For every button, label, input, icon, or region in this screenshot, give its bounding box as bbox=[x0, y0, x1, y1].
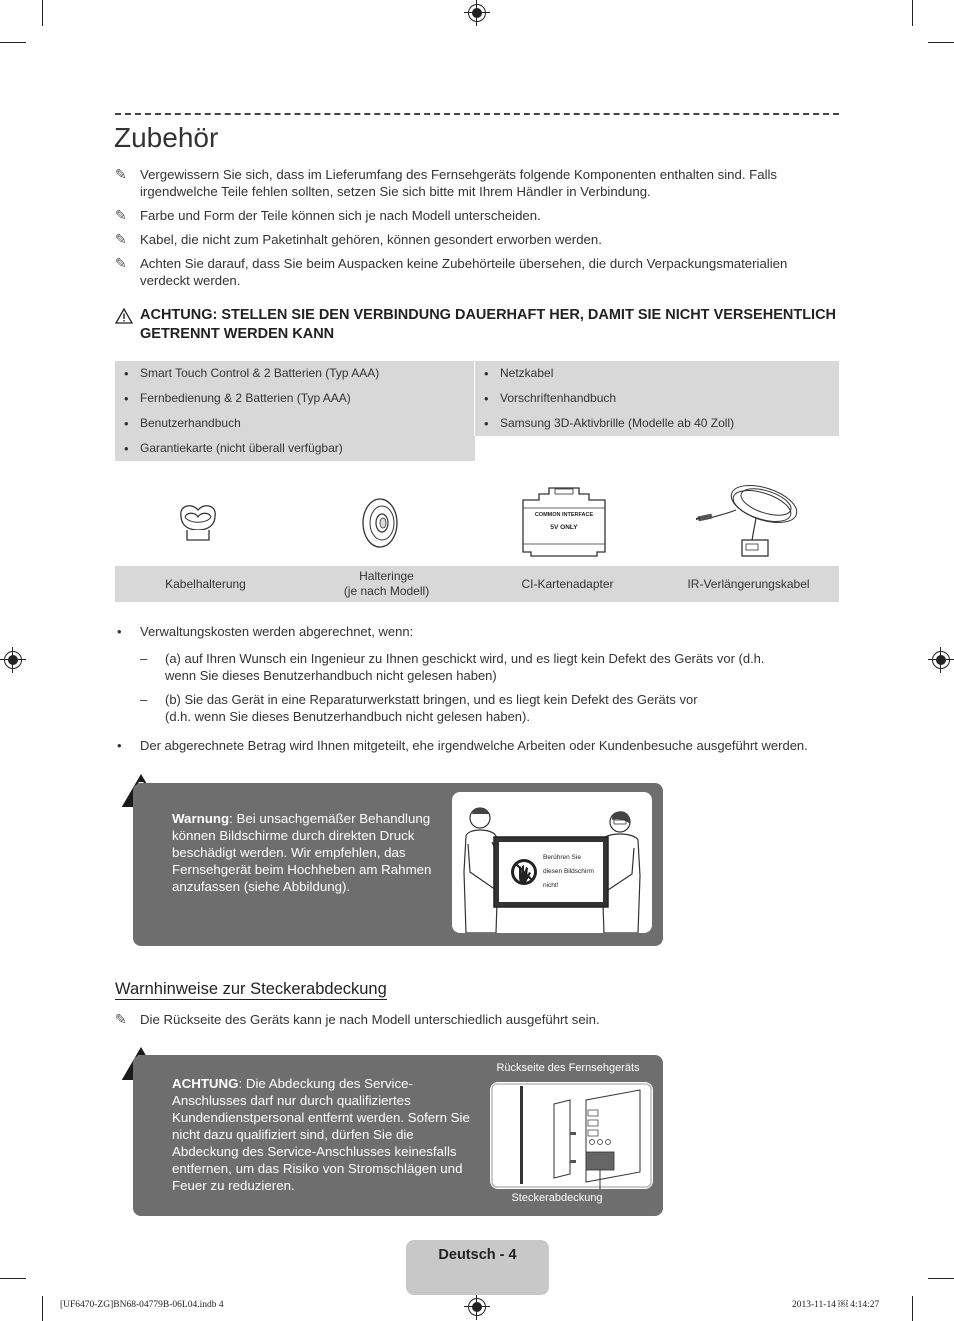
crop-mark bbox=[928, 1278, 954, 1279]
tv-rear-illustration bbox=[490, 1082, 653, 1189]
accessories-row bbox=[115, 474, 839, 602]
registration-mark-icon bbox=[468, 1298, 486, 1316]
warning-label: ACHTUNG bbox=[172, 1076, 239, 1091]
ci-card-line2: 5V ONLY bbox=[550, 524, 578, 531]
print-slug-right: 2013-11-14 ￼ 4:14:27 bbox=[792, 1300, 880, 1310]
two-people-lifting-tv-icon bbox=[452, 792, 652, 933]
do-not-touch-label: Berühren Sie diesen Bildschirm nicht! bbox=[543, 854, 594, 889]
cable-holder-icon bbox=[175, 500, 221, 546]
accessory-holder-ring bbox=[296, 474, 477, 602]
note-item bbox=[115, 231, 835, 249]
table-empty-cell bbox=[475, 436, 839, 461]
section-divider bbox=[115, 113, 839, 115]
dash-icon: – bbox=[140, 651, 148, 666]
list-item: • Vorschriftenhandbuch bbox=[475, 386, 840, 411]
crop-mark bbox=[928, 42, 954, 43]
components-table bbox=[115, 361, 839, 461]
registration-mark-icon bbox=[932, 651, 950, 669]
warning-triangle-icon bbox=[115, 308, 133, 324]
ir-extension-cable-icon bbox=[696, 480, 806, 562]
accessory-ci-card-adapter bbox=[477, 474, 658, 602]
warning-box bbox=[133, 783, 663, 946]
accessory-label: Kabelhalterung bbox=[115, 566, 296, 602]
components-column-right bbox=[474, 361, 840, 436]
crop-mark bbox=[42, 1296, 43, 1321]
ci-card-line1: COMMON INTERFACE bbox=[534, 512, 594, 518]
crop-mark bbox=[0, 42, 26, 43]
accessory-ir-cable bbox=[658, 474, 839, 602]
list-item: • Smart Touch Control & 2 Batterien (Typ AAA) bbox=[115, 361, 474, 386]
list-item: • Netzkabel bbox=[475, 361, 840, 386]
note-item bbox=[115, 166, 835, 202]
page-number: Deutsch - 4 bbox=[438, 1247, 517, 1263]
tv-handling-illustration bbox=[452, 792, 652, 933]
list-subitem bbox=[140, 650, 820, 686]
accessory-label: Halteringe (je nach Modell) bbox=[296, 566, 477, 602]
holder-ring-icon bbox=[358, 496, 402, 550]
terminal-cover-icon bbox=[490, 1082, 653, 1189]
note-text: Die Rückseite des Geräts kann je nach Modell unterschiedlich ausgeführt sein. bbox=[140, 1012, 600, 1027]
list-item bbox=[115, 737, 839, 755]
note-text: Achten Sie darauf, dass Sie beim Auspacken keine Zubehörteile übersehen, die durch Verpackungsmaterialien verdeckt werden. bbox=[140, 256, 788, 288]
pencil-note-icon: ✎ bbox=[115, 255, 127, 271]
note-item bbox=[115, 255, 835, 291]
crop-mark bbox=[0, 1278, 26, 1279]
pencil-note-icon: ✎ bbox=[115, 1011, 127, 1027]
page-title: Zubehör bbox=[114, 122, 219, 153]
list-item: • Garantiekarte (nicht überall verfügbar) bbox=[115, 436, 474, 461]
dash-icon: – bbox=[140, 692, 148, 707]
note-text: Farbe und Form der Teile können sich je nach Modell unterscheiden. bbox=[140, 208, 541, 223]
pencil-note-icon: ✎ bbox=[115, 231, 127, 247]
image-caption: Rückseite des Fernsehgeräts bbox=[496, 1062, 640, 1074]
print-slug-left: [UF6470-ZG]BN68-04779B-06L04.indb 4 bbox=[60, 1300, 224, 1310]
ci-card-adapter-icon bbox=[519, 486, 609, 558]
note-item bbox=[115, 1011, 835, 1029]
accessory-label: CI-Kartenadapter bbox=[477, 566, 658, 602]
warning-text bbox=[172, 810, 442, 895]
warning-box bbox=[133, 1055, 663, 1216]
list-subitem-text: (b) Sie das Gerät in eine Reparaturwerkstatt bringen, und es liegt kein Defekt des Geräts vor (d.h. wenn Sie dieses Benutzerhandbuch nicht gelesen haben). bbox=[165, 692, 698, 724]
components-column-left bbox=[115, 361, 474, 461]
warning-body: : Bei unsachgemäßer Behandlung können Bildschirme durch direkten Druck beschädigt werden. Wir empfehlen, das Fernsehgerät beim Hochheben am Rahmen anzufassen (siehe Abbildung). bbox=[172, 811, 432, 894]
list-subitem-text: (a) auf Ihren Wunsch ein Ingenieur zu Ihnen geschickt wird, und es liegt kein Defekt des Geräts vor (d.h. wenn Sie dieses Benutzerhandbuch nicht gelesen haben) bbox=[165, 651, 765, 683]
caution-text: ACHTUNG: STELLEN SIE DEN VERBINDUNG DAUERHAFT HER, DAMIT SIE NICHT VERSEHENTLICH GETRENNT WERDEN KANN bbox=[140, 307, 837, 342]
crop-mark bbox=[42, 0, 43, 26]
image-caption: Steckerabdeckung bbox=[511, 1192, 603, 1204]
warning-body: : Die Abdeckung des Service-Anschlusses darf nur durch qualifiziertes Kundendienstpersonal entfernt werden. Sofern Sie nicht dazu qualifiziert sind, dürfen Sie die Abdeckung des Service-Anschlusses keinesfalls entfernen, um das Risiko von Stromschlägen und Feuer zu reduzieren. bbox=[172, 1076, 470, 1193]
list-subitem bbox=[140, 691, 820, 727]
list-item: • Benutzerhandbuch bbox=[115, 411, 474, 436]
registration-mark-icon bbox=[468, 4, 486, 22]
accessory-label: IR-Verlängerungskabel bbox=[658, 566, 839, 602]
list-item bbox=[115, 623, 839, 641]
note-item bbox=[115, 207, 835, 225]
warning-label: Warnung bbox=[172, 811, 230, 826]
bullet-icon: • bbox=[117, 624, 122, 639]
list-item: • Fernbedienung & 2 Batterien (Typ AAA) bbox=[115, 386, 474, 411]
accessory-cable-holder bbox=[115, 474, 296, 602]
crop-mark bbox=[912, 1296, 913, 1321]
bullet-icon: • bbox=[117, 738, 122, 753]
section-heading: Warnhinweise zur Steckerabdeckung bbox=[115, 980, 387, 998]
list-item-text: Verwaltungskosten werden abgerechnet, wenn: bbox=[140, 624, 414, 639]
note-text: Kabel, die nicht zum Paketinhalt gehören, können gesondert erworben werden. bbox=[140, 232, 602, 247]
warning-text bbox=[172, 1075, 472, 1194]
note-text: Vergewissern Sie sich, dass im Lieferumfang des Fernsehgeräts folgende Komponenten enthalten sind. Falls irgendwelche Teile fehlen sollten, setzen Sie sich bitte mit Ihrem Händler in Verbindung. bbox=[140, 167, 778, 199]
pencil-note-icon: ✎ bbox=[115, 207, 127, 223]
registration-mark-icon bbox=[4, 651, 22, 669]
list-item-text: Der abgerechnete Betrag wird Ihnen mitgeteilt, ehe irgendwelche Arbeiten oder Kundenbesuche ausgeführt werden. bbox=[140, 738, 808, 753]
crop-mark bbox=[912, 0, 913, 26]
pencil-note-icon: ✎ bbox=[115, 166, 127, 182]
list-item: • Samsung 3D-Aktivbrille (Modelle ab 40 Zoll) bbox=[475, 411, 840, 436]
